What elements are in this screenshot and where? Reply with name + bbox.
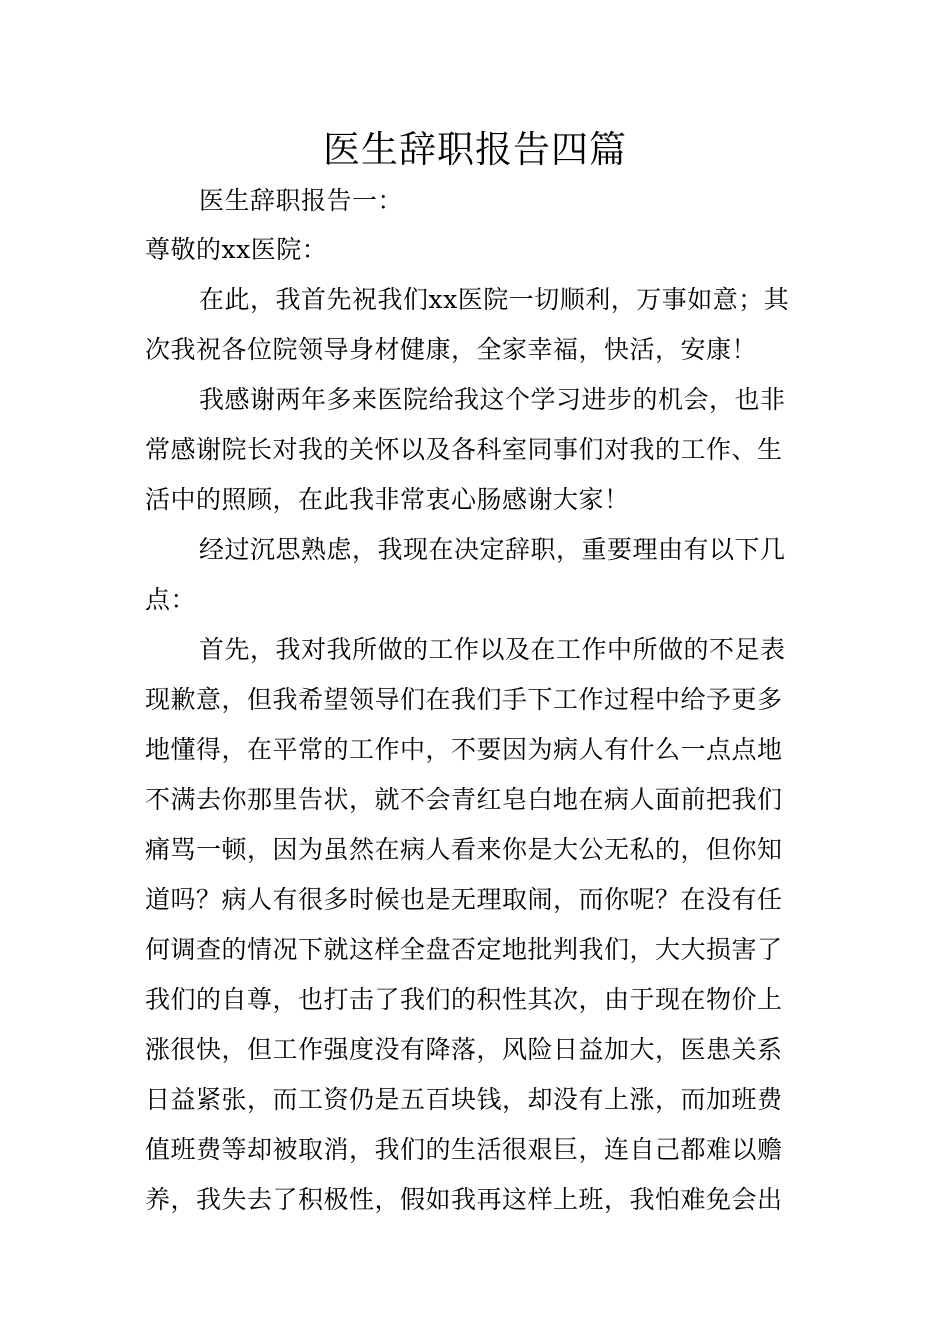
paragraph-line: 首先，我对我所做的工作以及在工作中所做的不足表 — [199, 635, 786, 664]
paragraph-line: 不满去你那里告状，就不会青红皂白地在病人面前把我们 — [145, 785, 783, 814]
paragraph-line: 点： — [145, 585, 197, 614]
paragraph-line: 次我祝各位院领导身材健康，全家幸福，快活，安康！ — [145, 335, 758, 364]
paragraph-line: 我感谢两年多来医院给我这个学习进步的机会，也非 — [199, 385, 786, 414]
paragraph-line: 我们的自尊，也打击了我们的积性其次，由于现在物价上 — [145, 985, 783, 1014]
paragraph-line: 活中的照顾，在此我非常衷心肠感谢大家！ — [145, 485, 630, 514]
paragraph-line: 常感谢院长对我的关怀以及各科室同事们对我的工作、生 — [145, 435, 783, 464]
paragraph-line: 在此，我首先祝我们xx医院一切顺利，万事如意；其 — [199, 285, 790, 314]
paragraph-line: 日益紧张，而工资仍是五百块钱，却没有上涨，而加班费 — [145, 1085, 783, 1114]
document-title: 医生辞职报告四篇 — [323, 128, 627, 171]
salutation: 尊敬的xx医院： — [145, 235, 328, 264]
paragraph-line: 道吗？病人有很多时候也是无理取闹，而你呢？在没有任 — [145, 885, 783, 914]
paragraph-line: 何调查的情况下就这样全盘否定地批判我们，大大损害了 — [145, 935, 783, 964]
paragraph-line: 养，我失去了积极性，假如我再这样上班，我怕难免会出 — [145, 1185, 783, 1214]
paragraph-line: 值班费等却被取消，我们的生活很艰巨，连自己都难以赡 — [145, 1135, 783, 1164]
paragraph-line: 地懂得，在平常的工作中，不要因为病人有什么一点点地 — [145, 735, 783, 764]
paragraph-line: 经过沉思熟虑，我现在决定辞职，重要理由有以下几 — [199, 535, 786, 564]
paragraph-line: 现歉意，但我希望领导们在我们手下工作过程中给予更多 — [145, 685, 783, 714]
paragraph-line: 痛骂一顿，因为虽然在病人看来你是大公无私的，但你知 — [145, 835, 783, 864]
section-heading: 医生辞职报告一： — [199, 186, 404, 215]
paragraph-line: 涨很快，但工作强度没有降落，风险日益加大，医患关系 — [145, 1035, 783, 1064]
